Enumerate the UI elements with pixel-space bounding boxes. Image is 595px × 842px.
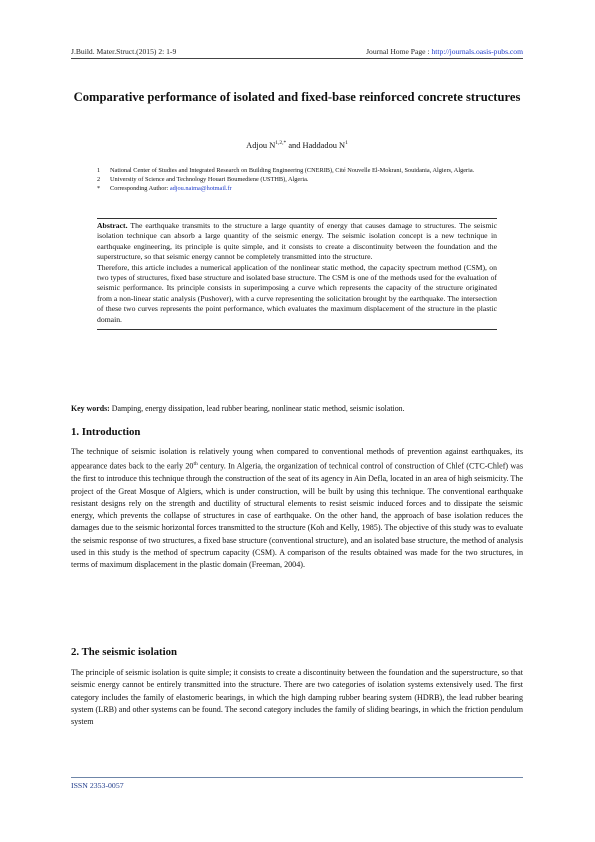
affiliation-text: Corresponding Author:	[110, 184, 170, 192]
page-footer	[71, 777, 523, 790]
abstract-paragraph-1	[97, 221, 497, 263]
author-2-affiliation: 1	[345, 140, 348, 146]
issn: ISSN 2353-0057	[71, 781, 124, 790]
affiliation-number: *	[97, 184, 101, 192]
affiliation-1	[97, 167, 497, 176]
keywords-text: Damping, energy dissipation, lead rubber bearing, nonlinear static method, seismic isolation.	[109, 404, 405, 413]
journal-reference: J.Build. Mater.Struct.(2015) 2: 1-9	[71, 47, 177, 56]
affiliation-2	[97, 176, 497, 185]
section-1-text-b: century. In Algeria, the organization of technical control of construction of Chlef (CTC-Chlef) was the first to introduce this technique through the construction of the seat of its agency in Ain Defla, located in an area of high seismicity. The project of the Great Mosque of Algiers, which is under construction, will be built by using this technique. The conventional earthquake resistant designs rely on the strength and ductility of structural elements to resist seismic induced forces and to dissipate the seismic energy, which prevents the collapse of structures in case of earthquake. On the other hand, the approach of base isolation reduces the damages due to the seismic horizontal forces transmitted to the structure (Koh and Kelly, 1985). The objective of this study was to evaluate the seismic response of two structures, a fixed base structure (conventional structure), and an isolated base structure, the method of analysis used in this study is the method of spectrum capacity (CSM). A comparison of the results obtained was made for the two structures, in terms of maximum displacement in the plastic domain (Freeman, 2004).	[71, 461, 523, 570]
affiliation-text: University of Science and Technology Houari Boumediene (USTHB), Algeria.	[110, 175, 309, 183]
section-1-paragraph	[71, 446, 523, 572]
affiliation-number: 1	[97, 167, 101, 174]
section-1-text-a: The technique of seismic isolation is relatively young when compared to conventional methods of prevention against earthquakes, its appearance dates back to the early 20	[71, 447, 523, 471]
author-line	[71, 140, 523, 150]
affiliation-text: National Center of Studies and Integrated Research on Building Engineering (CNERIB), Cité Nouvelle El-Mokrani, Souidania, Algiers, Algeria.	[110, 167, 475, 174]
section-2-body	[71, 667, 523, 728]
page-header	[71, 45, 523, 59]
abstract-label: Abstract.	[97, 221, 128, 230]
affiliations	[97, 167, 497, 194]
corresponding-email-link[interactable]: adjou.naima@hotmail.fr	[169, 184, 232, 192]
corresponding-author	[97, 185, 497, 194]
section-2-paragraph: The principle of seismic isolation is quite simple; it consists to create a discontinuity between the foundation and the superstructure, so that seismic energy cannot be entirely transmitted into the structure. There are two categories of isolation systems extensively used. The first category includes the family of elastomeric bearings, in which the high damping rubber bearing system (HDRB), the lead rubber bearing system (LRB) and other systems can be found. The second category includes the family of sliding bearings, in which the friction pendulum system	[71, 668, 523, 727]
section-1-body	[71, 446, 523, 572]
abstract-text-1: The earthquake transmits to the structure a large quantity of energy that causes damage to structures. The seismic isolation technique can absorb a large quantity of the seismic energy. The seismic isolation concept is a new technique in earthquake engineering, its principle is quite simple, and it consists to create a discontinuity between the foundation and the superstructure, so that seismic energy cannot be completely transmitted into the structure.	[97, 221, 497, 262]
abstract-paragraph-2: Therefore, this article includes a numerical application of the nonlinear static method, the capacity spectrum method (CSM), on two types of structures, fixed base structure and isolated base structure. The CSM is one of the methods used for the evaluation of seismic performance. Its principle consists in superimposing a curve which represents the capacity of the structure originated from a non-linear static analysis (Pushover), with a curve representing the solicitation brought by the earthquake. The intersection of these two curves represents the point performance, which evaluates the maximum displacement of the structure in the plastic domain.	[97, 262, 497, 324]
header-rule	[71, 58, 523, 59]
journal-home-link[interactable]: http://journals.oasis-pubs.com	[431, 47, 523, 56]
section-2-heading: 2. The seismic isolation	[71, 646, 177, 658]
abstract	[97, 218, 497, 330]
affiliation-number: 2	[97, 175, 101, 183]
section-1-heading: 1. Introduction	[71, 426, 141, 438]
author-1-affiliation: 1,2,*	[275, 140, 287, 146]
author-1: Adjou N	[246, 140, 276, 150]
paper-title: Comparative performance of isolated and fixed-base reinforced concrete structures	[73, 90, 521, 104]
keywords-label: Key words:	[71, 404, 110, 413]
journal-home	[366, 47, 523, 56]
journal-home-label: Journal Home Page :	[366, 47, 432, 56]
author-2: and Haddadou N	[286, 140, 346, 150]
century-superscript: th	[193, 461, 198, 468]
keywords	[71, 404, 523, 413]
